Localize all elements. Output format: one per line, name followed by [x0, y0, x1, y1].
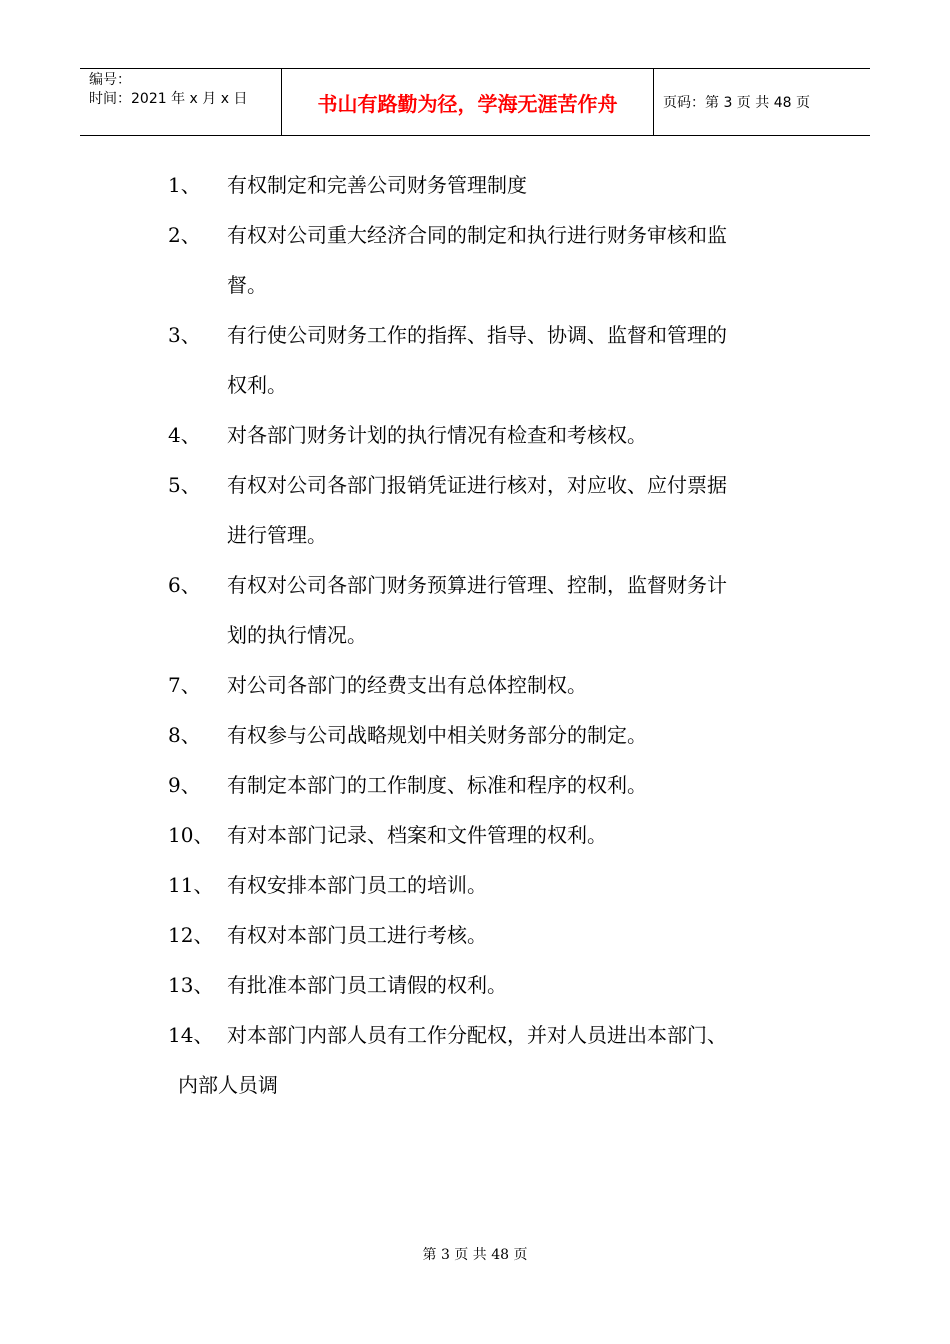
doc-number-label: 编号： [89, 72, 131, 88]
list-item-text: 有行使公司财务工作的指挥、指导、协调、监督和管理的 [227, 323, 727, 347]
list-item [0, 960, 950, 1010]
duty-list [0, 160, 950, 1110]
list-item [0, 560, 950, 660]
list-item-number: 9、 [168, 773, 201, 797]
list-item [0, 310, 950, 410]
list-item-text: 有权制定和完善公司财务管理制度 [227, 173, 527, 197]
header-meta [80, 69, 282, 135]
list-item [0, 410, 950, 460]
list-item [0, 210, 950, 310]
list-item-text: 划的执行情况。 [227, 623, 367, 647]
list-item-number: 5、 [168, 473, 201, 497]
list-item [0, 860, 950, 910]
list-item-number: 1、 [168, 173, 201, 197]
list-item-number: 6、 [168, 573, 201, 597]
list-item-text: 对本部门内部人员有工作分配权，并对人员进出本部门、 [227, 1023, 727, 1047]
list-item-text: 有制定本部门的工作制度、标准和程序的权利。 [227, 773, 647, 797]
list-item-text: 有权对本部门员工进行考核。 [227, 923, 487, 947]
list-item-number: 11、 [168, 873, 214, 897]
list-item-number: 2、 [168, 223, 201, 247]
doc-time-label: 时间：2021 年 x 月 x 日 [89, 91, 248, 107]
list-item-number: 14、 [168, 1023, 214, 1047]
list-item [0, 760, 950, 810]
list-item-text: 有权对公司重大经济合同的制定和执行进行财务审核和监 [227, 223, 727, 247]
list-item-text: 督。 [227, 273, 267, 297]
list-item-text: 对各部门财务计划的执行情况有检查和考核权。 [227, 423, 647, 447]
list-item-text: 有权安排本部门员工的培训。 [227, 873, 487, 897]
header-motto: 书山有路勤为径，学海无涯苦作舟 [282, 69, 654, 135]
list-item-number: 4、 [168, 423, 201, 447]
list-item-text: 权利。 [227, 373, 287, 397]
list-item-number: 8、 [168, 723, 201, 747]
list-item [0, 710, 950, 760]
list-item [0, 160, 950, 210]
page-footer: 第 3 页 共 48 页 [422, 1247, 528, 1263]
list-item [0, 1010, 950, 1060]
list-item-text: 有权对公司各部门财务预算进行管理、控制，监督财务计 [227, 573, 727, 597]
list-item-number: 12、 [168, 923, 214, 947]
list-item-number: 13、 [168, 973, 214, 997]
page-header [80, 68, 870, 136]
list-item-number: 3、 [168, 323, 201, 347]
list-item-text: 进行管理。 [227, 523, 327, 547]
list-item-number: 10、 [168, 823, 214, 847]
header-page-label: 页码：第 3 页 共 48 页 [663, 95, 810, 111]
continuation-text: 内部人员调 [178, 1073, 278, 1097]
list-item-text: 有对本部门记录、档案和文件管理的权利。 [227, 823, 607, 847]
list-item [0, 660, 950, 710]
list-item [0, 810, 950, 860]
list-item [0, 910, 950, 960]
list-item [0, 460, 950, 560]
list-item-text: 有权参与公司战略规划中相关财务部分的制定。 [227, 723, 647, 747]
list-item-text: 对公司各部门的经费支出有总体控制权。 [227, 673, 587, 697]
list-item-text: 有权对公司各部门报销凭证进行核对，对应收、应付票据 [227, 473, 727, 497]
list-item-number: 7、 [168, 673, 201, 697]
list-item-text: 有批准本部门员工请假的权利。 [227, 973, 507, 997]
